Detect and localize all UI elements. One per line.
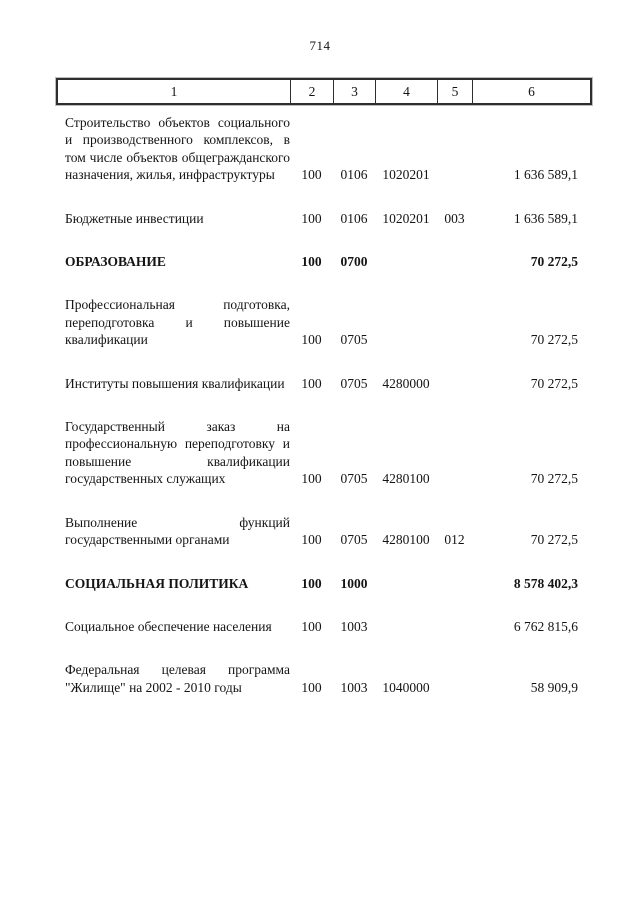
table-row: [56, 296, 590, 348]
row-amount: 70 272,5: [530, 532, 578, 548]
table-header-col-4: 4: [375, 80, 437, 103]
row-code-section: 1003: [340, 679, 368, 695]
table-row: [56, 114, 590, 184]
row-code-section: 0106: [340, 210, 368, 226]
row-code-section: 1000: [340, 575, 368, 591]
row-description: Федеральная целевая программа "Жилище" на 2002 - 2010 годы: [65, 662, 290, 695]
table-row: [56, 618, 590, 635]
row-description: Социальное обеспечение населения: [65, 618, 272, 634]
row-code-chapter: 100: [301, 532, 322, 548]
row-description: Выполнение функций государственными органами: [65, 514, 290, 548]
table-row-section: [56, 575, 590, 592]
row-amount: 8 578 402,3: [513, 575, 578, 591]
row-description: Институты повышения квалификации: [65, 375, 285, 391]
row-code-target: 4280100: [382, 532, 430, 548]
row-code-chapter: 100: [301, 332, 322, 348]
row-description: Строительство объектов социального и производственного комплексов, в том числе объектов общегражданского назначения, жилья, инфраструктуры: [65, 115, 290, 183]
table-header-col-2: 2: [290, 80, 333, 103]
table-row: [56, 375, 590, 392]
row-amount: 70 272,5: [530, 254, 578, 270]
row-code-kind: 012: [444, 532, 465, 548]
row-code-target: 1020201: [382, 167, 430, 183]
row-description: Государственный заказ на профессиональную переподготовку и повышение квалификации государственных служащих: [65, 419, 290, 487]
row-code-section: 0700: [340, 254, 368, 270]
row-code-chapter: 100: [301, 471, 322, 487]
row-code-section: 1003: [340, 618, 368, 634]
row-code-chapter: 100: [301, 618, 322, 634]
row-amount: 58 909,9: [530, 679, 578, 695]
row-code-section: 0705: [340, 471, 368, 487]
row-amount: 1 636 589,1: [513, 167, 578, 183]
row-description: Профессиональная подготовка, переподготовка и повышение квалификации: [65, 297, 290, 348]
table-row: [56, 418, 590, 488]
table-header-col-1: 1: [170, 83, 178, 99]
row-code-section: 0705: [340, 332, 368, 348]
table-header-col-5: 5: [437, 80, 472, 103]
row-description: Бюджетные инвестиции: [65, 210, 204, 226]
row-code-target: 4280100: [382, 471, 430, 487]
row-code-kind: 003: [444, 210, 465, 226]
row-code-target: 1020201: [382, 210, 430, 226]
row-amount: 1 636 589,1: [513, 210, 578, 226]
row-code-section: 0705: [340, 375, 368, 391]
row-code-section: 0705: [340, 532, 368, 548]
row-code-target: 4280000: [382, 375, 430, 391]
row-amount: 6 762 815,6: [513, 618, 578, 634]
row-description: СОЦИАЛЬНАЯ ПОЛИТИКА: [65, 575, 249, 591]
row-description: ОБРАЗОВАНИЕ: [65, 254, 166, 270]
page-number: 714: [309, 38, 331, 53]
table-row: [56, 661, 590, 696]
row-code-chapter: 100: [301, 210, 322, 226]
table-row-section: [56, 253, 590, 270]
row-code-chapter: 100: [301, 167, 322, 183]
row-code-chapter: 100: [301, 575, 322, 591]
row-code-section: 0106: [340, 167, 368, 183]
table-body: [56, 114, 590, 696]
row-amount: 70 272,5: [530, 375, 578, 391]
row-code-chapter: 100: [301, 254, 322, 270]
table-row: [56, 514, 590, 549]
row-code-chapter: 100: [301, 679, 322, 695]
row-amount: 70 272,5: [530, 471, 578, 487]
table-row: [56, 210, 590, 227]
row-amount: 70 272,5: [530, 332, 578, 348]
row-code-chapter: 100: [301, 375, 322, 391]
table-header-col-3: 3: [333, 80, 375, 103]
table-header-col-6: 6: [472, 80, 590, 103]
row-code-target: 1040000: [382, 679, 430, 695]
table-header-row: [56, 78, 592, 105]
